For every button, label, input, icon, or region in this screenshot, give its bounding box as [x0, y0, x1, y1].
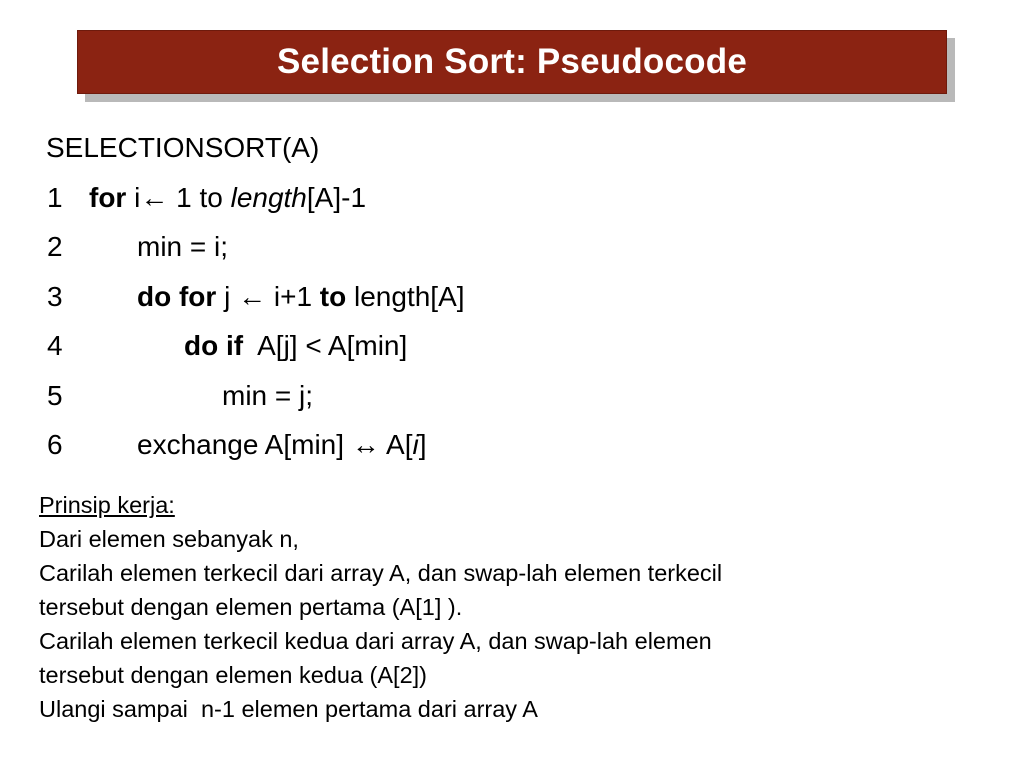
notes-line: tersebut dengan elemen pertama (A[1] ). — [39, 594, 463, 620]
title-bar — [77, 30, 947, 94]
keyword-for: for — [89, 181, 127, 213]
pseudocode-line-6 — [46, 420, 427, 470]
pseudocode-line-2 — [46, 222, 319, 272]
keyword-to: to — [319, 280, 347, 312]
pseudocode-header: SELECTIONSORT(A) — [46, 132, 320, 163]
index-i: i — [412, 429, 419, 460]
pseudocode-line-4 — [46, 321, 408, 371]
inner-loop-end: length[A] — [346, 280, 465, 312]
condition: A[j] < A[min] — [243, 330, 408, 361]
line-statement: min = j; — [222, 379, 314, 411]
pseudocode-block — [46, 123, 465, 470]
notes-heading: Prinsip kerja: — [39, 492, 175, 518]
line-statement — [137, 272, 465, 322]
pseudocode-line-1 — [46, 173, 367, 223]
pseudocode-line-5 — [46, 371, 319, 421]
line-statement — [184, 321, 407, 371]
notes-line: Dari elemen sebanyak n, — [39, 526, 299, 552]
exchange-text: exchange A[min] ↔ A[ — [137, 429, 413, 460]
pseudocode-header-line — [46, 123, 319, 173]
line-statement — [137, 420, 427, 470]
line-number: 3 — [47, 280, 63, 312]
loop-range-start: i← 1 to — [126, 181, 231, 213]
keyword-do-if: do if — [184, 330, 244, 361]
notes-line: Ulangi sampai n-1 elemen pertama dari array A — [39, 696, 538, 722]
inner-loop-start: j ← i+1 — [216, 280, 320, 312]
length-function: length — [230, 181, 307, 213]
line-number: 5 — [47, 379, 63, 411]
keyword-do-for: do for — [137, 280, 217, 312]
line-number: 1 — [47, 181, 63, 213]
line-number: 2 — [47, 231, 63, 262]
line-statement — [89, 173, 366, 223]
notes-line: Carilah elemen terkecil kedua dari array A, dan swap-lah elemen — [39, 628, 712, 654]
notes-line: Carilah elemen terkecil dari array A, dan swap-lah elemen terkecil — [39, 560, 723, 586]
line-number: 6 — [47, 429, 63, 460]
closing-bracket: ] — [418, 429, 427, 460]
line-number: 4 — [47, 330, 63, 361]
slide-title: Selection Sort: Pseudocode — [276, 42, 747, 81]
loop-range-end: [A]-1 — [306, 181, 367, 213]
notes-block — [39, 488, 722, 726]
pseudocode-line-3 — [46, 272, 465, 322]
line-statement: min = i; — [137, 231, 229, 262]
notes-line: tersebut dengan elemen kedua (A[2]) — [39, 662, 428, 688]
